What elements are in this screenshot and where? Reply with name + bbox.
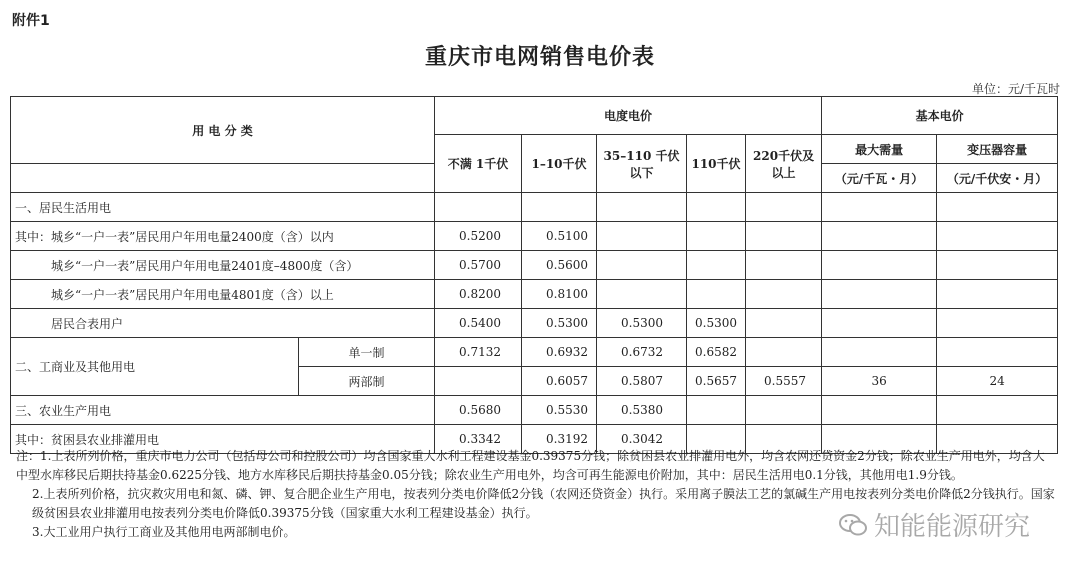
price-table: [10, 96, 1058, 454]
category-header-spacer: [11, 164, 435, 193]
row-label: 城乡“一户一表”居民用户年用电量4801度（含）以上: [11, 280, 435, 309]
price-cell: 0.3042: [597, 425, 687, 454]
row-sublabel: 单一制: [299, 338, 435, 367]
page-title: 重庆市电网销售电价表: [424, 44, 655, 70]
col-220-header: 220千伏及以上: [746, 135, 822, 193]
price-cell: 0.5657: [687, 367, 746, 396]
note-1: 注：1.上表所列价格，重庆市电力公司（包括母公司和控股公司）均含国家重大水利工程建设基金0.39375分钱；除贫困县农业排灌用电外，均含农网还贷资金2分钱；除农业生产用电外，均含大中型水库移民后期扶持基金0.6225分钱、地方水库移民后期扶持基金0.05分钱；除农业生产用电外，均含可再生能源电价附加，其中：居民生活用电0.1分钱，其他用电1.9分钱。: [16, 449, 1045, 482]
price-cell: 0.6932: [522, 338, 597, 367]
price-cell: 0.5300: [522, 309, 597, 338]
table-row: [11, 193, 1058, 222]
price-cell: 0.5557: [746, 367, 822, 396]
price-cell: 0.7132: [435, 338, 522, 367]
price-cell: 0.5300: [597, 309, 687, 338]
price-cell: 0.5200: [435, 222, 522, 251]
basic-price-header: 基本电价: [822, 97, 1058, 135]
note-3: 3.大工业用户执行工商业及其他用电两部制电价。: [32, 525, 296, 539]
price-cell: 36: [822, 367, 937, 396]
col-transformer-unit: （元/千伏安・月）: [937, 164, 1058, 193]
watermark: [838, 506, 1030, 543]
price-cell: 0.5300: [687, 309, 746, 338]
price-cell: 0.8100: [522, 280, 597, 309]
price-cell: 0.3192: [522, 425, 597, 454]
table-row: [11, 396, 1058, 425]
price-cell: 0.5680: [435, 396, 522, 425]
col-1-10-header: 1–10千伏: [522, 135, 597, 193]
price-cell: 24: [937, 367, 1058, 396]
price-cell: 0.5600: [522, 251, 597, 280]
price-cell: 0.8200: [435, 280, 522, 309]
attachment-label: 附件1: [12, 13, 50, 29]
price-cell: 0.3342: [435, 425, 522, 454]
row-label: 城乡“一户一表”居民用户年用电量2401度–4800度（含）: [11, 251, 435, 280]
watermark-text: 知能能源研究: [874, 512, 1031, 542]
price-cell: 0.5400: [435, 309, 522, 338]
category-header: 用 电 分 类: [11, 97, 435, 164]
price-cell: 0.5100: [522, 222, 597, 251]
table-row: [11, 280, 1058, 309]
price-cell: 0.6732: [597, 338, 687, 367]
row-label: 其中：城乡“一户一表”居民用户年用电量2400度（含）以内: [11, 222, 435, 251]
table-row: [11, 309, 1058, 338]
price-cell: 0.6582: [687, 338, 746, 367]
note-2: 2.上表所列价格，抗灾救灾用电和氮、磷、钾、复合肥企业生产用电，按表列分类电价降低2分钱（农网还贷资金）执行。采用离子膜法工艺的氯碱生产用电按表列分类电价降低2分钱执行。国家级贫困县农业排灌用电按表列分类电价降低0.39375分钱（国家重大水利工程建设基金）执行。: [32, 487, 1055, 520]
row-sublabel: 两部制: [299, 367, 435, 396]
col-110-header: 110千伏: [687, 135, 746, 193]
col-max-demand-unit: （元/千瓦・月）: [822, 164, 937, 193]
price-cell: 0.5530: [522, 396, 597, 425]
col-transformer-header: 变压器容量: [937, 135, 1058, 164]
col-lt1-header: 不满 1千伏: [435, 135, 522, 193]
price-cell: 0.5807: [597, 367, 687, 396]
row-label: 其中：贫困县农业排灌用电: [11, 425, 435, 454]
table-row: [11, 222, 1058, 251]
price-cell: 0.5380: [597, 396, 687, 425]
row-label: 一、居民生活用电: [11, 193, 435, 222]
table-row: [11, 338, 1058, 367]
wechat-icon: [838, 512, 868, 538]
col-max-demand-header: 最大需量: [822, 135, 937, 164]
row-label: 居民合表用户: [11, 309, 435, 338]
price-cell: 0.6057: [522, 367, 597, 396]
row-label: 二、工商业及其他用电: [11, 338, 299, 396]
kwh-price-header: 电度电价: [435, 97, 822, 135]
col-35-110-header: 35–110 千伏以下: [597, 135, 687, 193]
unit-label: 单位：元/千瓦时: [971, 82, 1060, 96]
row-label: 三、农业生产用电: [11, 396, 435, 425]
price-cell: 0.5700: [435, 251, 522, 280]
table-row: [11, 251, 1058, 280]
